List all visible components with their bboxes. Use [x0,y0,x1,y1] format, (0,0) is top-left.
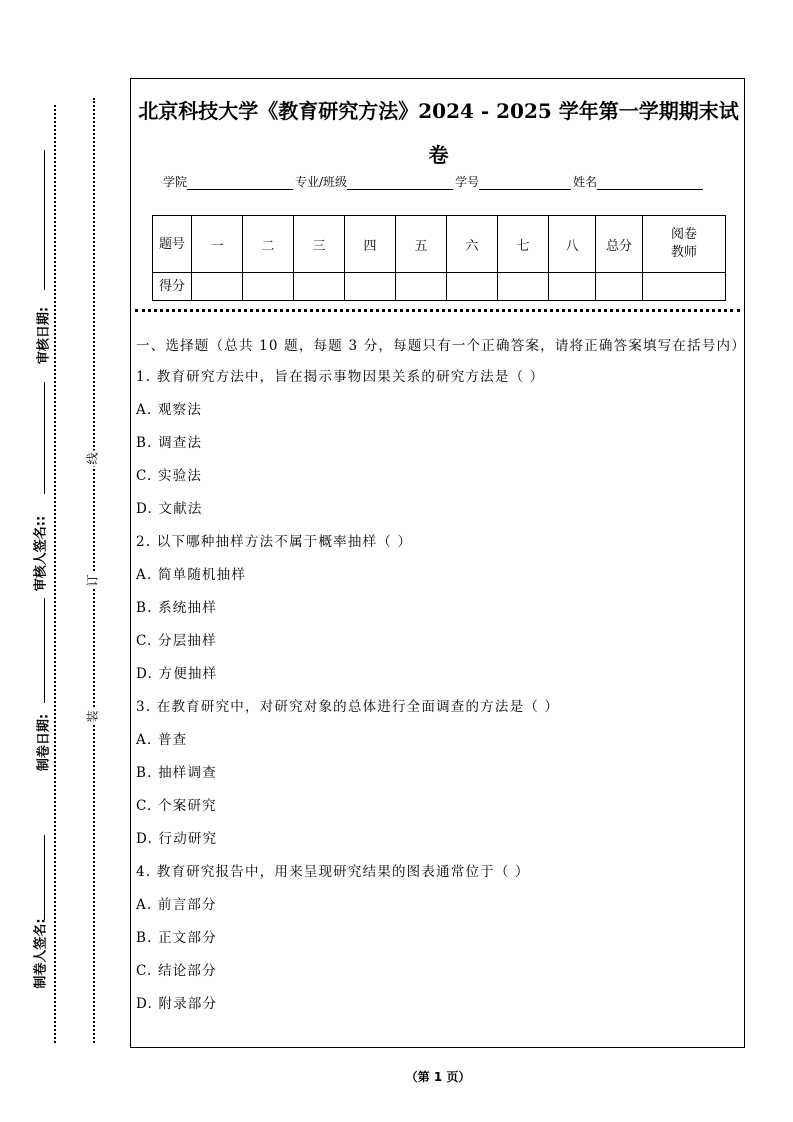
option-b[interactable]: B. 正文部分 [136,930,217,946]
question-2 [136,532,740,697]
student-info-row [163,173,723,190]
score-header-row [153,216,726,273]
question-4 [136,862,740,1027]
score-cell-total[interactable] [596,273,643,301]
exam-frame [130,78,745,1048]
score-value-row [153,273,726,301]
school-field[interactable] [187,177,293,190]
header-cell-6: 六 [447,216,498,273]
reviewer-signature-label: 审核人签名:: [33,515,49,592]
score-cell-2[interactable] [243,273,294,301]
page-footer: （第 1 页） [405,1070,471,1084]
score-cell-7[interactable] [498,273,549,301]
option-c[interactable]: C. 个案研究 [136,798,217,814]
school-label: 学院 [163,175,188,189]
review-date-underline [44,150,45,290]
paper-date-underline [44,598,45,703]
section-1-heading: 一、选择题（总共 10 题，每题 3 分，每题只有一个正确答案，请将正确答案填写在括号内） [136,338,746,354]
header-cell-5: 五 [396,216,447,273]
header-cell-3: 三 [294,216,345,273]
header-cell-1: 一 [192,216,243,273]
score-cell-6[interactable] [447,273,498,301]
dotted-separator [135,309,740,312]
header-cell-4: 四 [345,216,396,273]
maker-signature-underline [44,835,45,920]
row-label-score: 得分 [153,273,192,301]
question-1 [136,367,740,532]
score-cell-reviewer[interactable] [643,273,726,301]
score-cell-8[interactable] [549,273,596,301]
question-3 [136,697,740,862]
option-b[interactable]: B. 系统抽样 [136,600,217,616]
header-cell-8: 八 [549,216,596,273]
review-date-label: 审核日期: [36,306,52,365]
line-char: 线 [85,452,100,465]
score-cell-1[interactable] [192,273,243,301]
major-class-field[interactable] [347,177,453,190]
option-b[interactable]: B. 调查法 [136,435,203,451]
row-label-question-number: 题号 [153,216,192,273]
question-stem: 3. 在教育研究中，对研究对象的总体进行全面调查的方法是（ ） [136,699,560,715]
option-a[interactable]: A. 观察法 [136,402,203,418]
option-c[interactable]: C. 结论部分 [136,963,217,979]
question-stem: 2. 以下哪种抽样方法不属于概率抽样（ ） [136,534,413,550]
paper-date-label: 制卷日期: [36,713,52,772]
outer-dotted-line [54,105,56,1043]
header-cell-7: 七 [498,216,549,273]
option-d[interactable]: D. 行动研究 [136,831,218,847]
score-table [152,215,726,301]
score-cell-4[interactable] [345,273,396,301]
maker-signature-label: 制卷人签名: [33,918,49,989]
question-stem: 4. 教育研究报告中，用来呈现研究结果的图表通常位于（ ） [136,864,530,880]
binding-margin [0,0,130,1122]
major-class-label: 专业/班级 [295,175,348,189]
exam-title: 北京科技大学《教育研究方法》2024 - 2025 学年第一学期期末试卷 [138,99,739,167]
option-a[interactable]: A. 前言部分 [136,897,217,913]
student-id-label: 学号 [455,175,480,189]
score-cell-5[interactable] [396,273,447,301]
option-b[interactable]: B. 抽样调查 [136,765,217,781]
option-a[interactable]: A. 简单随机抽样 [136,567,247,583]
reviewer-signature-underline [44,382,45,494]
option-c[interactable]: C. 实验法 [136,468,203,484]
option-d[interactable]: D. 附录部分 [136,996,218,1012]
option-a[interactable]: A. 普查 [136,732,188,748]
option-c[interactable]: C. 分层抽样 [136,633,217,649]
name-field[interactable] [597,177,703,190]
option-d[interactable]: D. 方便抽样 [136,666,218,682]
name-label: 姓名 [573,175,598,189]
header-cell-total: 总分 [596,216,643,273]
header-cell-2: 二 [243,216,294,273]
question-content [136,335,746,1027]
header-cell-reviewer: 阅卷 教师 [643,216,726,273]
student-id-field[interactable] [479,177,571,190]
inner-dotted-line [93,98,95,1043]
score-cell-3[interactable] [294,273,345,301]
option-d[interactable]: D. 文献法 [136,501,203,517]
order-char: 订 [85,574,100,587]
question-stem: 1. 教育研究方法中，旨在揭示事物因果关系的研究方法是（ ） [136,369,545,385]
bind-char: 装 [85,710,100,723]
